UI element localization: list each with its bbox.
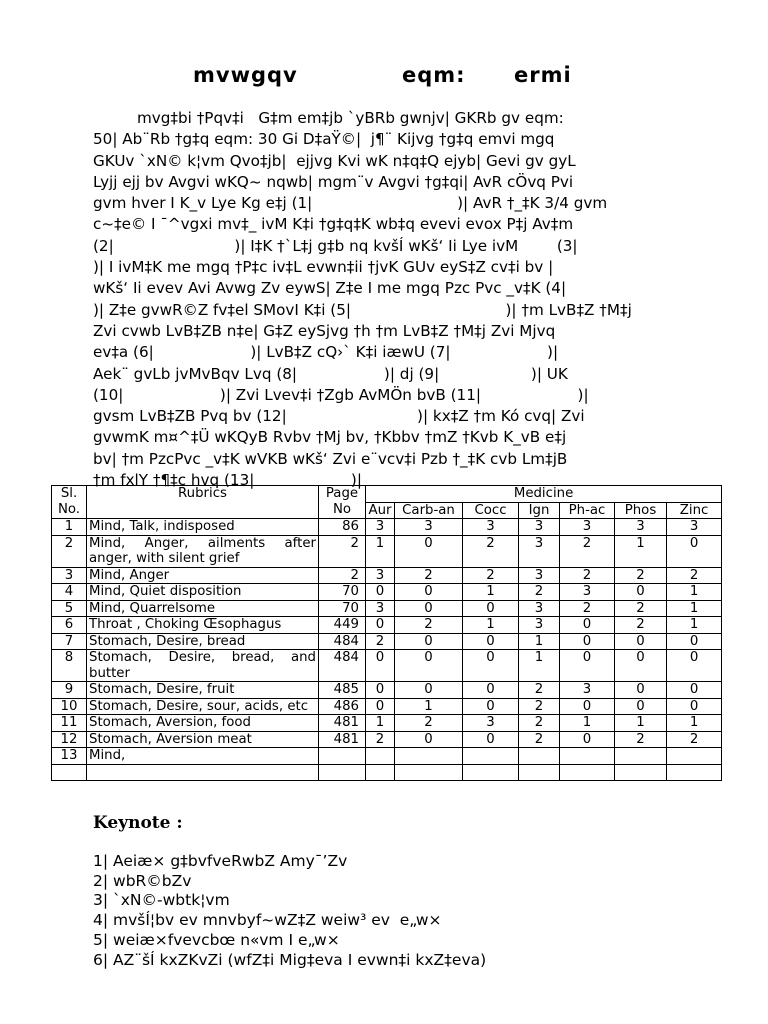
grade-cell: 0: [395, 650, 463, 682]
grade-cell: 0: [667, 650, 722, 682]
grade-cell: 2: [615, 567, 667, 584]
rubric-cell: Mind, Quiet disposition: [87, 584, 319, 601]
grade-cell: [366, 764, 395, 780]
table-row: [52, 633, 722, 650]
grade-cell: 3: [366, 519, 395, 536]
medicine-col-ign: Ign: [519, 502, 560, 519]
rubric-cell: Stomach, Desire, bread: [87, 633, 319, 650]
rubric-cell: Mind,: [87, 748, 319, 765]
paragraph-line: GKUv `xN© k¦vm Qvo‡jb| ejjvg Kvi wK n‡q‡Q ejyb| Gevi gv gyL: [93, 151, 576, 170]
rubric-cell: Stomach, Aversion meat: [87, 731, 319, 748]
paragraph-line: Zvi cvwb LvB‡ZB n‡e| G‡Z eySjvg †h †m LvB‡Z †M‡j Zvi Mjvq: [93, 321, 556, 340]
grade-cell: 3: [519, 519, 560, 536]
grade-cell: 2: [463, 567, 519, 584]
paragraph-line: )| Z‡e gvwR©Z fv‡el SMovI K‡i (5| )| †m LvB‡Z †M‡j: [93, 300, 632, 319]
table-row: [52, 748, 722, 765]
rubric-cell: Mind, Quarrelsome: [87, 600, 319, 617]
page-no-cell: 70: [319, 584, 366, 601]
title-part-1: mvwgqv: [193, 63, 298, 87]
paragraph-line: bv| †m PzcPvc _v‡K wVKB wKš‘ Zvi e¨vcv‡i Pzb †_‡K cvb Lm‡jB: [93, 449, 568, 468]
grade-cell: 2: [463, 535, 519, 567]
paragraph-line: wKš‘ Ii evev Avi Avwg Zv eywS| Z‡e I me mgq Pzc Pvc _v‡K (4|: [93, 279, 567, 298]
page-no-cell: 449: [319, 617, 366, 634]
grade-cell: 2: [519, 715, 560, 732]
grade-cell: [463, 748, 519, 765]
page-no-cell: 70: [319, 600, 366, 617]
paragraph-line: mvg‡bi †Pqv‡i G‡m em‡jb `yBRb gwnjv| GKRb gv eqm:: [137, 109, 564, 127]
grade-cell: [519, 764, 560, 780]
table-row: [52, 715, 722, 732]
grade-cell: 3: [395, 519, 463, 536]
paragraph-line: gvm hver I K_v Lye Kg e‡j (1| )| AvR †_‡K 3/4 gvm: [93, 194, 608, 213]
table-row: [52, 535, 722, 567]
grade-cell: 3: [615, 519, 667, 536]
grade-cell: 1: [519, 633, 560, 650]
rubric-cell: Stomach, Desire, bread, and butter: [87, 650, 319, 682]
grade-cell: 3: [463, 519, 519, 536]
sl-no-cell: 6: [52, 617, 87, 634]
title-part-3: ermi: [514, 63, 572, 87]
page-no-cell: 2: [319, 535, 366, 567]
grade-cell: [615, 764, 667, 780]
grade-cell: 2: [395, 715, 463, 732]
title-part-2: eqm:: [402, 63, 466, 87]
grade-cell: 0: [395, 600, 463, 617]
grade-cell: 2: [615, 617, 667, 634]
grade-cell: 0: [463, 633, 519, 650]
grade-cell: 0: [667, 682, 722, 699]
page-no-cell: 485: [319, 682, 366, 699]
grade-cell: 0: [667, 698, 722, 715]
keynote-item: 2| wbR©bZv: [93, 871, 192, 890]
grade-cell: 1: [667, 584, 722, 601]
page-no-cell: 481: [319, 731, 366, 748]
grade-cell: 2: [615, 600, 667, 617]
table-row: [52, 764, 722, 780]
grade-cell: [463, 764, 519, 780]
grade-cell: 0: [667, 535, 722, 567]
grade-cell: [519, 748, 560, 765]
table-row: [52, 600, 722, 617]
grade-cell: 0: [560, 633, 615, 650]
page-no-cell: [319, 748, 366, 765]
grade-cell: 2: [395, 617, 463, 634]
page-no-cell: 86: [319, 519, 366, 536]
sl-no-cell: [52, 764, 87, 780]
sl-no-cell: 5: [52, 600, 87, 617]
case-paragraph: [93, 108, 673, 491]
keynote-item: 4| mvšÍ¦bv ev mnvbyf~wZ‡Z weiw³ ev e„w×: [93, 911, 442, 930]
paragraph-line: c~‡e© I ¯^vgxi mv‡_ ivM K‡i †g‡q‡K wb‡q evevi evox P‡j Av‡m: [93, 215, 574, 234]
rubrics-header: Rubrics: [87, 486, 319, 519]
sl-no-cell: 10: [52, 698, 87, 715]
page-no-cell: 481: [319, 715, 366, 732]
grade-cell: 1: [615, 535, 667, 567]
repertory-table: [51, 485, 722, 781]
sl-no-cell: 3: [52, 567, 87, 584]
keynote-heading: Keynote :: [93, 813, 183, 833]
grade-cell: 0: [366, 682, 395, 699]
grade-cell: 0: [366, 650, 395, 682]
medicine-col-phos: Phos: [615, 502, 667, 519]
grade-cell: 2: [366, 633, 395, 650]
page-no-cell: 484: [319, 650, 366, 682]
grade-cell: 3: [560, 584, 615, 601]
page-no-header: Page No: [319, 486, 366, 519]
keynote-item: 3| `xN©-wbtk¦vm: [93, 891, 230, 910]
paragraph-line: (10| )| Zvi Lvev‡i †Zgb AvMÖn bvB (11| )|: [93, 385, 589, 404]
grade-cell: 2: [395, 567, 463, 584]
rubric-cell: [87, 764, 319, 780]
rubric-cell: Stomach, Aversion, food: [87, 715, 319, 732]
paragraph-line: ev‡a (6| )| LvB‡Z cQ›` K‡i iæwU (7| )|: [93, 343, 559, 362]
keynote-list: [93, 852, 486, 970]
paragraph-line: gvsm LvB‡ZB Pvq bv (12| )| kx‡Z †m Kó cvq| Zvi: [93, 407, 585, 426]
grade-cell: 0: [463, 650, 519, 682]
grade-cell: [615, 748, 667, 765]
grade-cell: 2: [667, 567, 722, 584]
sl-no-cell: 11: [52, 715, 87, 732]
grade-cell: 3: [366, 600, 395, 617]
sl-no-header: Sl. No.: [52, 486, 87, 519]
grade-cell: 0: [560, 731, 615, 748]
sl-no-cell: 13: [52, 748, 87, 765]
grade-cell: 0: [395, 682, 463, 699]
grade-cell: 0: [615, 633, 667, 650]
sl-no-cell: 4: [52, 584, 87, 601]
sl-no-cell: 7: [52, 633, 87, 650]
sl-no-cell: 9: [52, 682, 87, 699]
grade-cell: [395, 748, 463, 765]
medicine-header: Medicine: [366, 486, 722, 503]
grade-cell: 3: [366, 567, 395, 584]
grade-cell: 1: [463, 584, 519, 601]
grade-cell: 3: [560, 682, 615, 699]
rubric-cell: Mind, Talk, indisposed: [87, 519, 319, 536]
rubric-cell: Mind, Anger: [87, 567, 319, 584]
medicine-col-carb-an: Carb-an: [395, 502, 463, 519]
grade-cell: [560, 748, 615, 765]
table-row: [52, 567, 722, 584]
page-no-cell: 484: [319, 633, 366, 650]
grade-cell: [395, 764, 463, 780]
grade-cell: 2: [519, 698, 560, 715]
medicine-col-zinc: Zinc: [667, 502, 722, 519]
grade-cell: 2: [667, 731, 722, 748]
grade-cell: 3: [519, 600, 560, 617]
grade-cell: 0: [463, 731, 519, 748]
grade-cell: 1: [667, 600, 722, 617]
grade-cell: 2: [519, 731, 560, 748]
grade-cell: 1: [366, 715, 395, 732]
grade-cell: 0: [615, 682, 667, 699]
page-no-cell: 486: [319, 698, 366, 715]
grade-cell: 2: [615, 731, 667, 748]
medicine-col-aur: Aur: [366, 502, 395, 519]
grade-cell: 0: [560, 650, 615, 682]
grade-cell: 0: [395, 633, 463, 650]
paragraph-line: gvwmK m¤^‡Ü wKQyB Rvbv †Mj bv, †Kbbv †mZ †Kvb K_vB e‡j: [93, 428, 567, 447]
grade-cell: 3: [463, 715, 519, 732]
medicine-col-cocc: Cocc: [463, 502, 519, 519]
table-row: [52, 698, 722, 715]
grade-cell: 0: [463, 600, 519, 617]
grade-cell: 3: [560, 519, 615, 536]
table-row: [52, 731, 722, 748]
grade-cell: 1: [519, 650, 560, 682]
table-row: [52, 617, 722, 634]
grade-cell: [667, 764, 722, 780]
grade-cell: 3: [519, 617, 560, 634]
grade-cell: 2: [560, 567, 615, 584]
grade-cell: 0: [463, 682, 519, 699]
keynote-item: 1| Aeiæ× g‡bvfveRwbZ Amy¯’Zv: [93, 852, 348, 870]
grade-cell: [667, 748, 722, 765]
paragraph-line: 50| Ab¨Rb †g‡q eqm: 30 Gi D‡aŸ©| j¶¨ Kijvg †g‡q emvi mgq: [93, 130, 555, 149]
page-title: [0, 63, 768, 89]
grade-cell: 0: [560, 698, 615, 715]
grade-cell: 1: [395, 698, 463, 715]
grade-cell: 0: [667, 633, 722, 650]
grade-cell: 0: [366, 698, 395, 715]
grade-cell: 0: [395, 535, 463, 567]
keynote-item: 5| weiæ×fvevcbœ n«vm I e„w×: [93, 930, 340, 949]
sl-no-cell: 2: [52, 535, 87, 567]
grade-cell: 1: [667, 715, 722, 732]
grade-cell: 3: [519, 567, 560, 584]
grade-cell: 0: [615, 584, 667, 601]
paragraph-line: )| I ivM‡K me mgq †P‡c iv‡L evwn‡ii †jvK GUv eyS‡Z cv‡i bv |: [93, 258, 554, 277]
grade-cell: 3: [519, 535, 560, 567]
grade-cell: 1: [366, 535, 395, 567]
page-no-cell: [319, 764, 366, 780]
paragraph-line: Aek¨ gvLb jvMvBqv Lvq (8| )| dj (9| )| UK: [93, 364, 568, 383]
paragraph-line: (2| )| I‡K †`L‡j g‡b nq kvšÍ wKš‘ Ii Lye ivM (3|: [93, 236, 578, 255]
grade-cell: 2: [560, 600, 615, 617]
grade-cell: 2: [366, 731, 395, 748]
table-row: [52, 650, 722, 682]
grade-cell: 1: [615, 715, 667, 732]
grade-cell: 2: [519, 584, 560, 601]
grade-cell: 0: [366, 617, 395, 634]
rubric-cell: Stomach, Desire, sour, acids, etc: [87, 698, 319, 715]
grade-cell: [560, 764, 615, 780]
grade-cell: 1: [667, 617, 722, 634]
grade-cell: 0: [615, 698, 667, 715]
grade-cell: 2: [519, 682, 560, 699]
rubric-cell: Mind, Anger, ailments after anger, with silent grief: [87, 535, 319, 567]
sl-no-cell: 1: [52, 519, 87, 536]
grade-cell: 0: [395, 731, 463, 748]
grade-cell: 0: [395, 584, 463, 601]
grade-cell: 0: [560, 617, 615, 634]
medicine-col-ph-ac: Ph-ac: [560, 502, 615, 519]
paragraph-line: Lyjj ejj bv Avgvi wKQ~ nqwb| mgm¨v Avgvi †g‡qi| AvR cÖvq Pvi: [93, 172, 574, 191]
table-row: [52, 682, 722, 699]
table-row: [52, 519, 722, 536]
grade-cell: 0: [463, 698, 519, 715]
grade-cell: 0: [615, 650, 667, 682]
page-no-cell: 2: [319, 567, 366, 584]
rubric-cell: Stomach, Desire, fruit: [87, 682, 319, 699]
grade-cell: 1: [463, 617, 519, 634]
table-row: [52, 584, 722, 601]
keynote-item: 6| AZ¨šÍ kxZKvZi (wfZ‡i Mig‡eva I evwn‡i kxZ‡eva): [93, 950, 487, 969]
grade-cell: 2: [560, 535, 615, 567]
sl-no-cell: 12: [52, 731, 87, 748]
grade-cell: 1: [560, 715, 615, 732]
paragraph-line: †m fxlY †¶‡c hvq (13| )|: [93, 471, 362, 490]
grade-cell: 3: [667, 519, 722, 536]
sl-no-cell: 8: [52, 650, 87, 682]
grade-cell: [366, 748, 395, 765]
rubric-cell: Throat , Choking Œsophagus: [87, 617, 319, 634]
grade-cell: 0: [366, 584, 395, 601]
